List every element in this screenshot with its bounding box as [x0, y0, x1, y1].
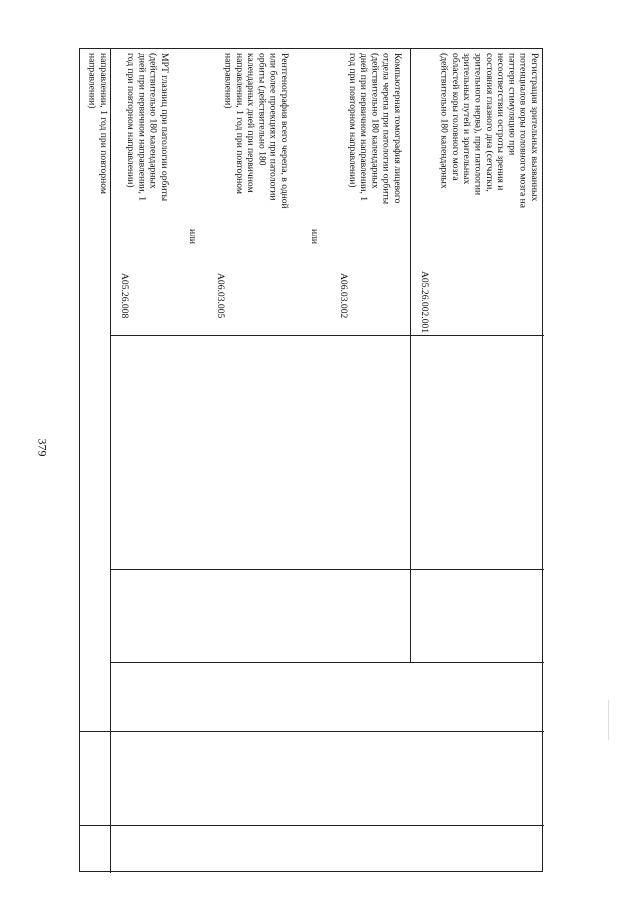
column-border	[110, 335, 544, 336]
column-border	[80, 731, 544, 732]
service-code: A06.03.002	[338, 273, 349, 319]
row-border	[410, 49, 411, 662]
connector-text: или	[309, 229, 320, 245]
service-code: A05.26.002.001	[419, 271, 430, 333]
row-description: Регистрация зрительных вызванных потенциалов коры головного мозга на паттерн стимуляцию при несоответствии остроты зрения и состояния глазного дна (сетчатки, зрительного нерва), при патологии зрительных путей и зрительных областей коры головного мозга (действительно 180 календарных	[438, 53, 540, 209]
column-border	[80, 825, 544, 826]
column-border	[110, 662, 544, 663]
margin-mark	[608, 700, 609, 740]
document-table	[79, 48, 543, 872]
row-description: МРТ глазниц при патологии орбиты (действительно 180 календарных дней при первичном направлении, 1 год при повторном направлении)	[125, 53, 170, 202]
row-border	[110, 49, 111, 873]
connector-text: или	[187, 229, 198, 245]
service-code: A05.26.008	[119, 273, 130, 319]
page-number: 379	[35, 438, 50, 457]
column-border	[110, 569, 544, 570]
service-code: A06.03.005	[215, 273, 226, 319]
row-description: направлении, 1 год при повторном направлении)	[86, 53, 109, 194]
row-description: Компьютерная томография лицевого отдела черепа при патологии орбиты (действительно 180 календарных дней при первичном направлении, 1 год при повторном направлении)	[346, 53, 403, 205]
row-description: Рентгенография всего черепа, в одной или более проекциях при патологии орбиты (действительно 180 календарных дней при первичном направлении, 1 год при повторном направлении)	[222, 53, 290, 209]
